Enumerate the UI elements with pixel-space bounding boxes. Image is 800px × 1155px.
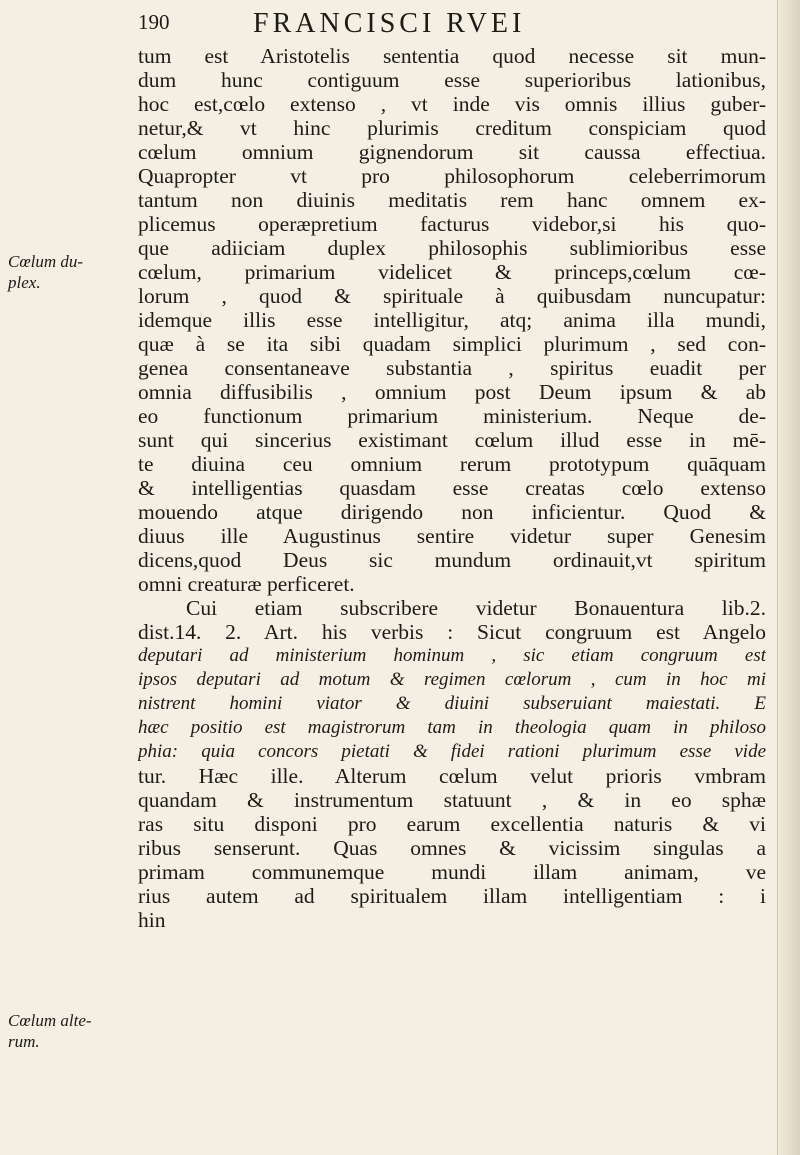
margin-note-line: Cœlum du- [8, 252, 84, 271]
text-line: sunt qui sincerius existimant cœlum illud esse in mē- [138, 428, 766, 452]
text-line-italic: nistrent homini viator & diuini subseruiant maiestati. E [138, 693, 766, 714]
text-line: ras situ disponi pro earum excellentia naturis & vi [138, 812, 766, 836]
margin-note-line: plex. [8, 273, 41, 292]
text-line: Cui etiam subscribere videtur Bonauentura lib.2. [186, 596, 766, 620]
text-line: dum hunc contiguum esse superioribus lationibus, [138, 68, 766, 92]
text-line: idemque illis esse intelligitur, atq; anima illa mundi, [138, 308, 766, 332]
margin-note-line: rum. [8, 1032, 40, 1051]
margin-note-line: Cœlum alte- [8, 1011, 92, 1030]
text-line: dicens,quod Deus sic mundum ordinauit,vt spiritum [138, 548, 766, 572]
text-line: tum est Aristotelis sententia quod necesse sit mun- [138, 44, 766, 68]
text-line: genea consentaneave substantia , spiritus euadit per [138, 356, 766, 380]
text-line: que adiiciam duplex philosophis sublimioribus esse [138, 236, 766, 260]
text-line: omnia diffusibilis , omnium post Deum ipsum & ab [138, 380, 766, 404]
text-line: tur. Hæc ille. Alterum cœlum velut prioris vmbram [138, 764, 766, 788]
text-line-italic: deputari ad ministerium hominum , sic etiam congruum est [138, 645, 766, 666]
page-edge [777, 0, 800, 1155]
text-line: diuus ille Augustinus sentire videtur super Genesim [138, 524, 766, 548]
text-line: & intelligentias quasdam esse creatas cœlo extenso [138, 476, 766, 500]
text-line: dist.14. 2. Art. his verbis : Sicut congruum est Angelo [138, 620, 766, 644]
text-line: eo functionum primarium ministerium. Neque de- [138, 404, 766, 428]
text-line: cœlum, primarium videlicet & princeps,cœlum cœ- [138, 260, 766, 284]
margin-note-alterum [8, 1010, 92, 1052]
text-line: Quapropter vt pro philosophorum celeberrimorum [138, 164, 766, 188]
text-line: hoc est,cœlo extenso , vt inde vis omnis illius guber- [138, 92, 766, 116]
text-line: primam communemque mundi illam animam, ve [138, 860, 766, 884]
text-line: plicemus operæpretium facturus videbor,si his quo- [138, 212, 766, 236]
text-line: quæ à se ita sibi quadam simplici plurimum , sed con- [138, 332, 766, 356]
text-line: rius autem ad spiritualem illam intelligentiam : i [138, 884, 766, 908]
text-line-italic: phia: quia concors pietati & fidei rationi plurimum esse vide [138, 741, 766, 762]
text-line-italic: ipsos deputari ad motum & regimen cœlorum , cum in hoc mi [138, 669, 766, 690]
text-line: quandam & instrumentum statuunt , & in eo sphæ [138, 788, 766, 812]
text-line: ribus senserunt. Quas omnes & vicissim singulas a [138, 836, 766, 860]
text-line: tantum non diuinis meditatis rem hanc omnem ex- [138, 188, 766, 212]
text-line: omni creaturæ perficeret. [138, 572, 355, 596]
catchword: hin [138, 908, 166, 932]
running-head: FRANCISCI RVEI [253, 8, 526, 39]
text-line-italic: hæc positio est magistrorum tam in theologia quam in philoso [138, 717, 766, 738]
text-line: netur,& vt hinc plurimis creditum conspiciam quod [138, 116, 766, 140]
page-number: 190 [138, 10, 170, 34]
margin-note-duplex [8, 251, 83, 293]
text-line: cœlum omnium gignendorum sit caussa effectiua. [138, 140, 766, 164]
text-line: mouendo atque dirigendo non inficientur. Quod & [138, 500, 766, 524]
text-line: lorum , quod & spirituale à quibusdam nuncupatur: [138, 284, 766, 308]
main-text [138, 44, 766, 932]
page-header [138, 10, 778, 40]
text-line: te diuina ceu omnium rerum prototypum quāquam [138, 452, 766, 476]
